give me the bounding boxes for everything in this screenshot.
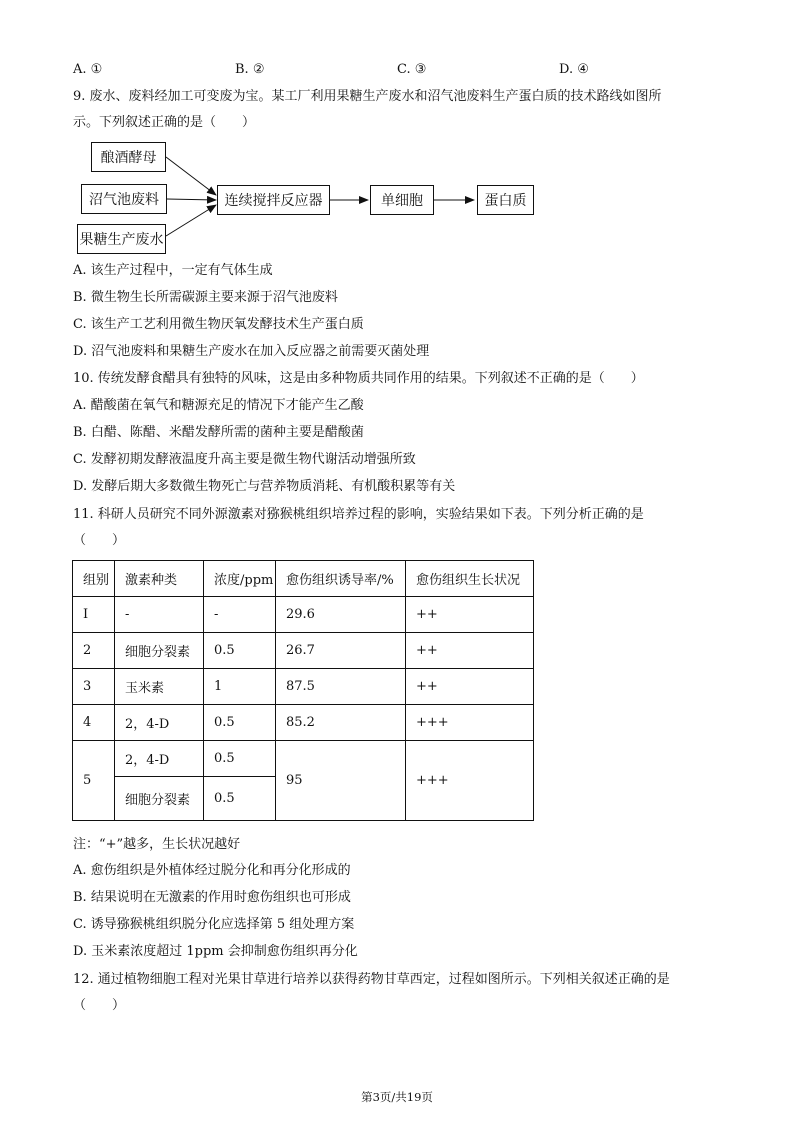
cell-concentration: 0.5	[204, 777, 276, 821]
q11-table-note: 注：“+”越多，生长状况越好	[73, 837, 241, 852]
cell-rate: 95	[276, 741, 406, 821]
option-d: D. ④	[559, 62, 589, 77]
header-hormone: 激素种类	[115, 561, 204, 597]
cell-growth: ++	[406, 597, 534, 633]
q9-option-a: A. 该生产过程中，一定有气体生成	[73, 263, 273, 278]
cell-group: 4	[73, 705, 115, 741]
q10-option-b: B. 白醋、陈醋、米醋发酵所需的菌种主要是醋酸菌	[73, 425, 364, 440]
option-b: B. ②	[235, 62, 265, 77]
q11-option-d: D. 玉米素浓度超过 1ppm 会抑制愈伤组织再分化	[73, 944, 358, 959]
q11-stem-line1: 11. 科研人员研究不同外源激素对猕猴桃组织培养过程的影响，实验结果如下表。下列分析正确的是	[73, 507, 644, 522]
q11-option-a: A. 愈伤组织是外植体经过脱分化和再分化形成的	[73, 863, 351, 878]
q12-stem-line2: （ ）	[73, 998, 126, 1013]
cell-concentration: 0.5	[204, 633, 276, 669]
previous-question-options	[73, 61, 713, 79]
q10-option-d: D. 发酵后期大多数微生物死亡与营养物质消耗、有机酸积累等有关	[73, 479, 456, 494]
q9-stem-line2: 示。下列叙述正确的是（ ）	[73, 115, 256, 130]
table-row	[73, 705, 534, 741]
cell-concentration: 0.5	[204, 705, 276, 741]
cell-rate: 85.2	[276, 705, 406, 741]
cell-hormone: -	[115, 597, 204, 633]
option-a: A. ①	[73, 62, 103, 77]
cell-concentration: 0.5	[204, 741, 276, 777]
box-fructose-wastewater: 果糖生产废水	[77, 224, 166, 254]
q11-stem-line2: （ ）	[73, 533, 126, 548]
cell-hormone: 细胞分裂素	[115, 633, 204, 669]
box-yeast: 酿酒酵母	[91, 142, 166, 172]
arrow-biogas-to-reactor	[167, 199, 216, 200]
box-biogas-waste: 沼气池废料	[81, 184, 167, 214]
box-reactor: 连续搅拌反应器	[217, 185, 330, 215]
arrow-wastewater-to-reactor	[166, 205, 216, 236]
table-header-row	[73, 561, 534, 597]
q9-stem-line1: 9. 废水、废料经加工可变废为宝。某工厂利用果糖生产废水和沼气池废料生产蛋白质的技术路线如图所	[73, 89, 662, 104]
cell-rate: 26.7	[276, 633, 406, 669]
header-group: 组别	[73, 561, 115, 597]
cell-growth: +++	[406, 741, 534, 821]
table-row	[73, 597, 534, 633]
q10-option-a: A. 醋酸菌在氧气和糖源充足的情况下才能产生乙酸	[73, 398, 364, 413]
cell-growth: +++	[406, 705, 534, 741]
table-row	[73, 633, 534, 669]
box-single-cell: 单细胞	[370, 185, 434, 215]
cell-rate: 87.5	[276, 669, 406, 705]
table-row	[73, 669, 534, 705]
cell-concentration: 1	[204, 669, 276, 705]
cell-group: 5	[73, 741, 115, 821]
cell-group: I	[73, 597, 115, 633]
page-footer: 第3页/共19页	[361, 1090, 433, 1104]
q9-option-c: C. 该生产工艺利用微生物厌氧发酵技术生产蛋白质	[73, 317, 364, 332]
cell-group: 3	[73, 669, 115, 705]
header-induction-rate: 愈伤组织诱导率/%	[276, 561, 406, 597]
cell-hormone: 细胞分裂素	[115, 777, 204, 821]
q9-option-b: B. 微生物生长所需碳源主要来源于沼气池废料	[73, 290, 338, 305]
arrow-yeast-to-reactor	[166, 157, 216, 195]
header-growth: 愈伤组织生长状况	[406, 561, 534, 597]
q11-option-b: B. 结果说明在无激素的作用时愈伤组织也可形成	[73, 890, 351, 905]
cell-concentration: -	[204, 597, 276, 633]
q9-option-d: D. 沼气池废料和果糖生产废水在加入反应器之前需要灭菌处理	[73, 344, 430, 359]
cell-hormone: 玉米素	[115, 669, 204, 705]
q10-option-c: C. 发酵初期发酵液温度升高主要是微生物代谢活动增强所致	[73, 452, 416, 467]
cell-growth: ++	[406, 669, 534, 705]
q11-results-table	[72, 560, 534, 821]
table-row	[73, 741, 534, 777]
q12-stem-line1: 12. 通过植物细胞工程对光果甘草进行培养以获得药物甘草西定，过程如图所示。下列相关叙述正确的是	[73, 972, 670, 987]
cell-group: 2	[73, 633, 115, 669]
box-protein: 蛋白质	[477, 185, 534, 215]
cell-growth: ++	[406, 633, 534, 669]
cell-hormone: 2，4-D	[115, 741, 204, 777]
cell-hormone: 2，4-D	[115, 705, 204, 741]
cell-rate: 29.6	[276, 597, 406, 633]
q11-option-c: C. 诱导猕猴桃组织脱分化应选择第 5 组处理方案	[73, 917, 355, 932]
q10-stem: 10. 传统发酵食醋具有独特的风味，这是由多种物质共同作用的结果。下列叙述不正确的是（ ）	[73, 371, 644, 386]
header-concentration: 浓度/ppm	[204, 561, 276, 597]
option-c: C. ③	[397, 62, 427, 77]
